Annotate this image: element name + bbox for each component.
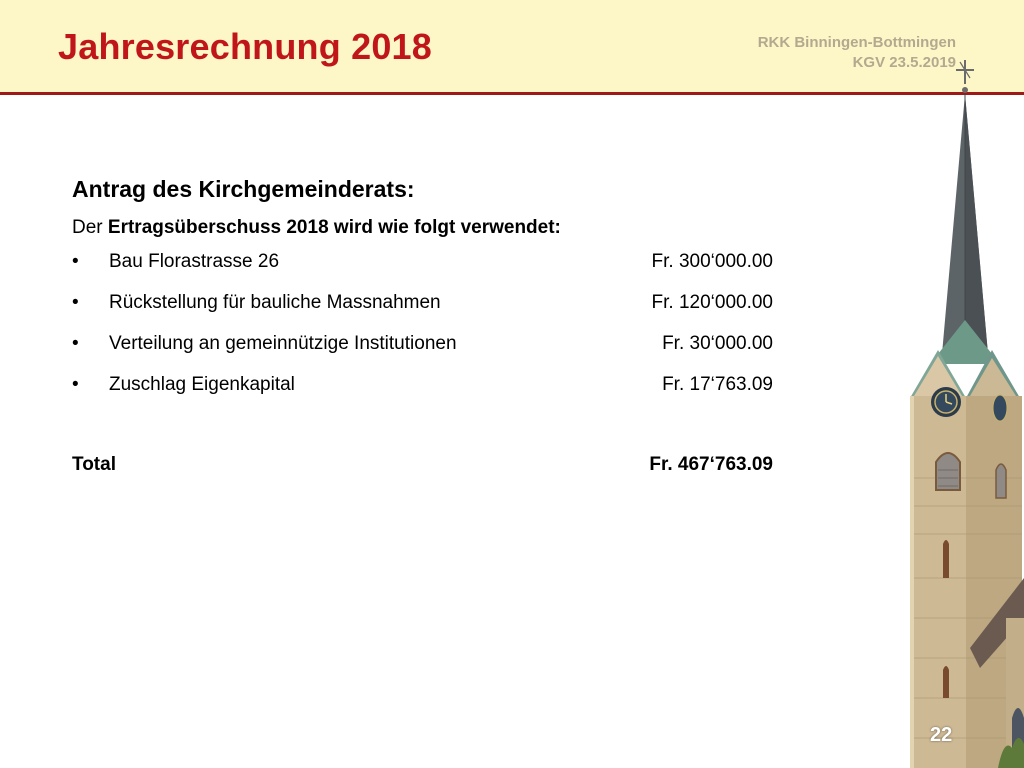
- item-label: Bau Florastrasse 26: [109, 251, 280, 272]
- item-amount: Fr. 300‘000.00: [651, 251, 773, 272]
- item-amount: Fr. 120‘000.00: [651, 292, 773, 313]
- intro-bold: Ertragsüberschuss 2018 wird wie folgt verwendet:: [107, 217, 561, 238]
- organization-name: RKK Binningen-Bottmingen: [757, 34, 956, 51]
- intro-prefix: Der: [72, 217, 108, 238]
- list-item: [72, 374, 792, 415]
- item-label: Zuschlag Eigenkapital: [109, 374, 295, 395]
- bullet: •: [72, 374, 79, 395]
- bullet: •: [72, 333, 79, 354]
- total-amount: Fr. 467‘763.09: [649, 454, 773, 475]
- page-number: 22: [930, 724, 953, 746]
- list-item: [72, 251, 792, 292]
- church-tower-icon: [880, 58, 1024, 768]
- bullet: •: [72, 251, 79, 272]
- list-item: [72, 292, 792, 333]
- item-label: Rückstellung für bauliche Massnahmen: [109, 292, 441, 313]
- slide-title: Jahresrechnung 2018: [58, 26, 432, 67]
- item-amount: Fr. 17‘763.09: [662, 374, 773, 395]
- total-label: Total: [72, 454, 116, 475]
- content-area: [72, 176, 792, 484]
- meeting-date: KGV 23.5.2019: [852, 54, 956, 71]
- bullet: •: [72, 292, 79, 313]
- header-divider: [0, 92, 1024, 95]
- item-label: Verteilung an gemeinnützige Institutionen: [109, 333, 457, 354]
- intro-text: [72, 217, 792, 239]
- total-row: [72, 454, 792, 484]
- list-item: [72, 333, 792, 374]
- item-amount: Fr. 30‘000.00: [662, 333, 773, 354]
- cross-icon: [956, 60, 974, 93]
- section-heading: Antrag des Kirchgemeinderats:: [72, 176, 415, 202]
